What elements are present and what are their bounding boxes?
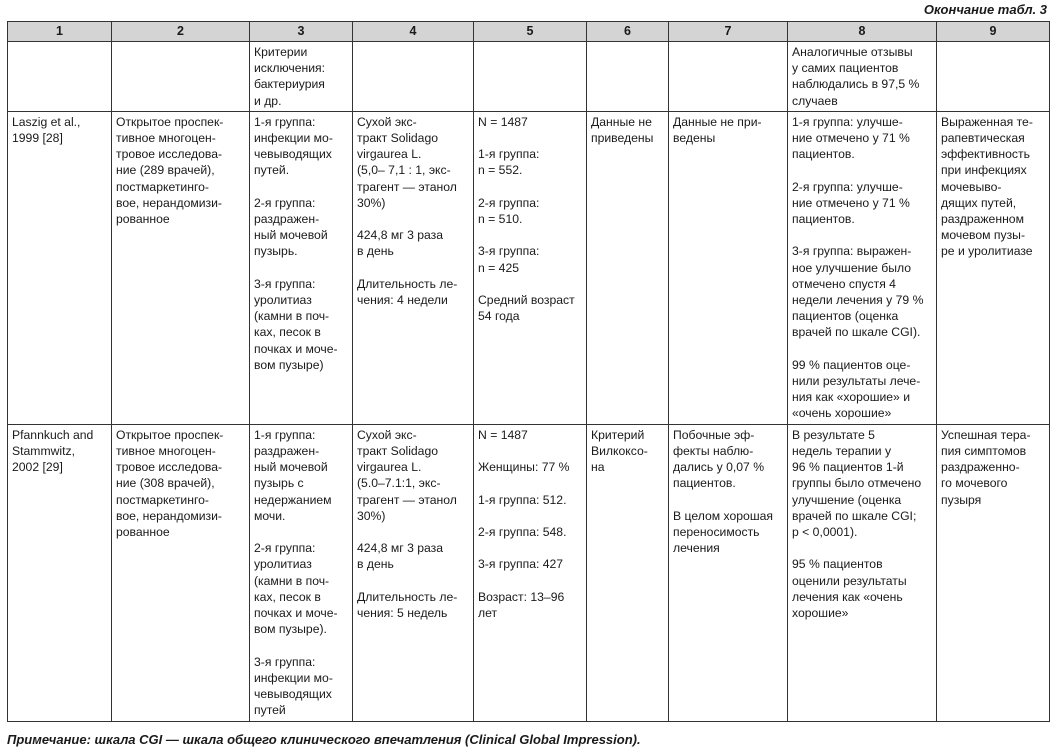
data-table — [7, 21, 1050, 722]
table-cell — [587, 42, 669, 112]
table-cell: N = 1487 1-я группа: n = 552. 2-я группа: n = 510. 3-я группа: n = 425 Средний возраст 54 года — [474, 111, 587, 424]
header-cell: 1 — [8, 22, 112, 42]
table-cell: Критерий Вилкоксо- на — [587, 424, 669, 721]
header-row — [8, 22, 1050, 42]
table-cell — [353, 42, 474, 112]
table-cell — [112, 42, 250, 112]
table-cell: 1-я группа: инфекции мо- чевыводящих путей. 2-я группа: раздражен- ный мочевой пузырь. 3-я группа: уролитиаз (камни в поч- ках, песок в почках и моче- вом пузыре) — [250, 111, 353, 424]
header-cell: 5 — [474, 22, 587, 42]
header-cell: 3 — [250, 22, 353, 42]
table-cell: Данные не приведены — [587, 111, 669, 424]
table-cell: N = 1487 Женщины: 77 % 1-я группа: 512. 2-я группа: 548. 3-я группа: 427 Возраст: 13–96 лет — [474, 424, 587, 721]
header-cell: 6 — [587, 22, 669, 42]
table-cell: Pfannkuch and Stammwitz, 2002 [29] — [8, 424, 112, 721]
header-cell: 2 — [112, 22, 250, 42]
table-cell: Сухой экс- тракт Solidago virgaurea L. (5,0– 7,1 : 1, экс- трагент — этанол 30%) 424,8 мг 3 раза в день Длительность ле- чения: 4 недели — [353, 111, 474, 424]
header-cell: 4 — [353, 22, 474, 42]
table-note: Примечание: шкала CGI — шкала общего клинического впечатления (Clinical Global Impression). — [7, 732, 641, 747]
table-cell: В результате 5 недель терапии у 96 % пациентов 1-й группы было отмечено улучшение (оценка врачей по шкале CGI; p < 0,0001). 95 % пациентов оценили результаты лечения как «очень хорошие» — [788, 424, 937, 721]
table-cell — [669, 42, 788, 112]
header-cell: 7 — [669, 22, 788, 42]
table-cell: Открытое проспек- тивное многоцен- тровое исследова- ние (308 врачей), постмаркетинго- вое, нерандомизи- рованное — [112, 424, 250, 721]
table-row — [8, 424, 1050, 721]
table-cell: Открытое проспек- тивное многоцен- тровое исследова- ние (289 врачей), постмаркетинго- вое, нерандомизи- рованное — [112, 111, 250, 424]
table-cell: Выраженная те- рапевтическая эффективность при инфекциях мочевыво- дящих путей, раздраженном мочевом пузы- ре и уролитиазе — [937, 111, 1050, 424]
table-cell: Сухой экс- тракт Solidago virgaurea L. (5.0–7.1:1, экс- трагент — этанол 30%) 424,8 мг 3 раза в день Длительность ле- чения: 5 недель — [353, 424, 474, 721]
table-cell — [937, 42, 1050, 112]
table-cell: Laszig et al., 1999 [28] — [8, 111, 112, 424]
table-cell: Данные не при- ведены — [669, 111, 788, 424]
table-row — [8, 42, 1050, 112]
table-cell — [474, 42, 587, 112]
table-cell: Критерии исключения: бактериурия и др. — [250, 42, 353, 112]
header-cell: 9 — [937, 22, 1050, 42]
table-cell: Успешная тера- пия симптомов раздраженно- го мочевого пузыря — [937, 424, 1050, 721]
table-cell: 1-я группа: улучше- ние отмечено у 71 % пациентов. 2-я группа: улучше- ние отмечено у 71 % пациентов. 3-я группа: выражен- ное улучшение было отмечено спустя 4 недели лечения у 79 % пациентов (оценка врачей по шкале CGI). 99 % пациентов оце- нили результаты лече- ния как «хорошие» и «очень хорошие» — [788, 111, 937, 424]
table-cell: 1-я группа: раздражен- ный мочевой пузырь с недержанием мочи. 2-я группа: уролитиаз (камни в поч- ках, песок в почках и моче- вом пузыре). 3-я группа: инфекции мо- чевыводящих путей — [250, 424, 353, 721]
table-cell: Аналогичные отзывы у самих пациентов наблюдались в 97,5 % случаев — [788, 42, 937, 112]
table-cell — [8, 42, 112, 112]
header-cell: 8 — [788, 22, 937, 42]
table-row — [8, 111, 1050, 424]
table-caption: Окончание табл. 3 — [923, 2, 1047, 17]
table-cell: Побочные эф- фекты наблю- дались у 0,07 % пациентов. В целом хорошая переносимость лечения — [669, 424, 788, 721]
